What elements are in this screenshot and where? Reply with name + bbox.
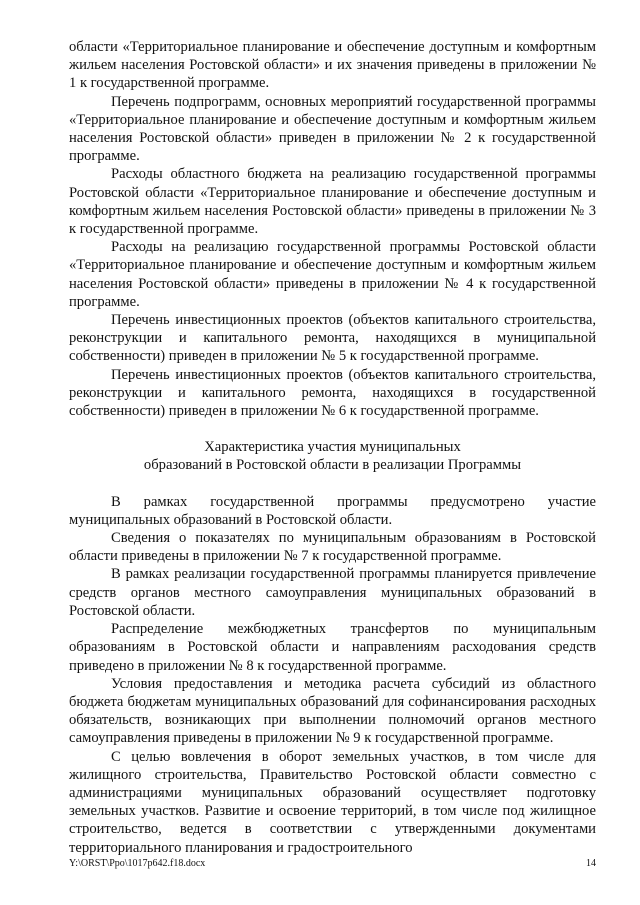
paragraph: Расходы областного бюджета на реализацию государственной программы Ростовской области «Территориальное планирование и обеспечение доступным и комфортным жильем населения Ростовской области» приведены в приложении № 3 к государственной программе. bbox=[69, 166, 596, 238]
paragraph: Условия предоставления и методика расчета субсидий из областного бюджета бюджетам муниципальных образований для софинансирования расходных обязательств, возникающих при выполнении полномочий органов местного самоуправления приведены в приложении № 9 к государственной программе. bbox=[69, 675, 596, 747]
page-footer bbox=[69, 858, 596, 870]
paragraph: Перечень инвестиционных проектов (объектов капитального строительства, реконструкции и капитального ремонта, находящихся в государственной собственности) приведен в приложении № 6 к государственной программе. bbox=[69, 366, 596, 420]
paragraph: В рамках государственной программы предусмотрено участие муниципальных образований в Ростовской области. bbox=[69, 493, 596, 528]
section-heading-line-2: образований в Ростовской области в реализации Программы bbox=[143, 457, 522, 474]
paragraph: Расходы на реализацию государственной программы Ростовской области «Территориальное планирование и обеспечение доступным и комфортным жильем населения Ростовской области» приведены в приложении № 4 к государственной программе. bbox=[69, 239, 596, 310]
paragraph: Распределение межбюджетных трансфертов по муниципальным образованиям в Ростовской области и направлениям расходования средств приведено в приложении № 8 к государственной программе. bbox=[69, 621, 596, 674]
section-heading bbox=[69, 438, 596, 474]
footer-file-path: Y:\ORST\Ppo\1017p642.f18.docx bbox=[69, 858, 206, 869]
paragraph: Сведения о показателях по муниципальным образованиям в Ростовской области приведены в приложении № 7 к государственной программе. bbox=[69, 530, 596, 565]
paragraph: области «Территориальное планирование и обеспечение доступным и комфортным жильем населения Ростовской области» и их значения приведены в приложении № 1 к государственной программе. bbox=[69, 39, 596, 92]
page-number: 14 bbox=[586, 858, 596, 869]
paragraph: Перечень подпрограмм, основных мероприятий государственной программы «Территориальное планирование и обеспечение доступным и комфортным жильем населения Ростовской области» приведен в приложении № 2 к государственной программе. bbox=[69, 93, 596, 165]
section-heading-line-1: Характеристика участия муниципальных bbox=[204, 439, 461, 456]
paragraph: В рамках реализации государственной программы планируется привлечение средств органов местного самоуправления муниципальных образований в Ростовской области. bbox=[69, 566, 596, 619]
document-page bbox=[69, 38, 596, 857]
paragraph: Перечень инвестиционных проектов (объектов капитального строительства, реконструкции и капитального ремонта, находящихся в муниципальной собственности) приведен в приложении № 5 к государственной программе. bbox=[69, 312, 596, 365]
paragraph: С целью вовлечения в оборот земельных участков, в том числе для жилищного строительства, Правительство Ростовской области совместно с администрациями муниципальных образований осуществляет подготовку земельных участков. Развитие и освоение территорий, в том числе под жилищное строительство, ведется в соответствии с утвержденными документами территориального планирования и градостроительного bbox=[69, 748, 596, 856]
